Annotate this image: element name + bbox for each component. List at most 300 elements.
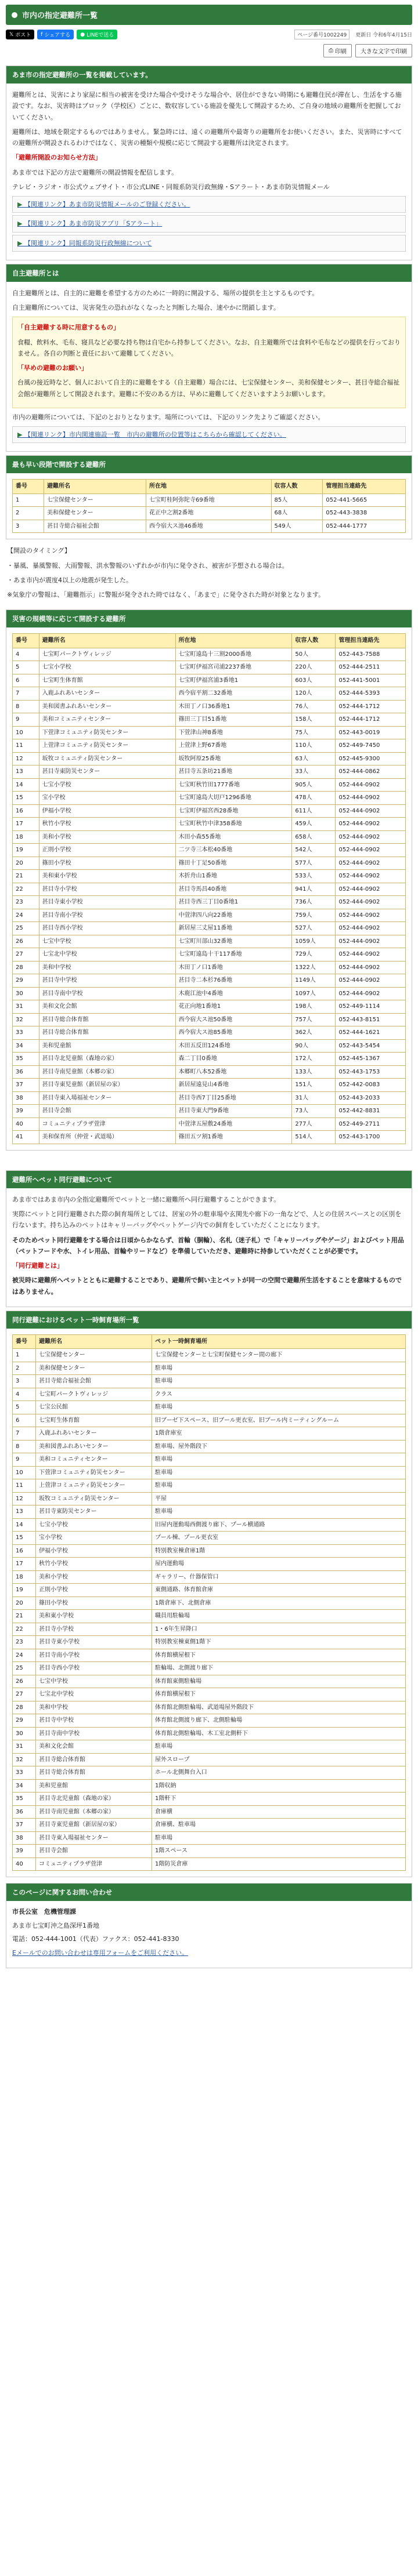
table-cell: 8 <box>13 700 39 713</box>
table-cell: 甚目寺南小学校 <box>36 1649 152 1662</box>
table-cell: 1097人 <box>292 987 336 1000</box>
table-cell: 052-444-0902 <box>336 830 406 844</box>
table-cell: 10 <box>13 726 39 739</box>
table-cell: 甚目寺北児童館（森地の家） <box>39 1053 175 1066</box>
table-cell: 新居屋三丈屋11番地 <box>175 922 292 935</box>
table-row <box>13 857 406 870</box>
table-cell: 七宝保健センターと七宝町保健センター間の廊下 <box>152 1349 406 1362</box>
table-cell: 秋竹小学校 <box>39 818 175 831</box>
table-row <box>13 1584 406 1597</box>
table-cell: 篠田五ツ割1番地 <box>175 1131 292 1144</box>
table-cell: 527人 <box>292 922 336 935</box>
table-row <box>13 1440 406 1453</box>
table-cell: 8 <box>13 1440 36 1453</box>
table-cell: 体育館北側渡り廊下、北側駐輪場 <box>152 1714 406 1728</box>
table-cell: 特別教室棟倉庫1階 <box>152 1544 406 1558</box>
table-row <box>13 1766 406 1780</box>
table-row <box>13 1091 406 1105</box>
table-cell: 木折舟山1番地 <box>175 870 292 883</box>
table-cell: 甚目寺総合体育館 <box>36 1766 152 1780</box>
table-cell: 屋外スロープ <box>152 1753 406 1766</box>
table-cell: 七宝保健センター <box>36 1349 152 1362</box>
table-cell: 甚目寺東小学校 <box>39 896 175 909</box>
table-cell: 4 <box>13 1388 36 1401</box>
table-row <box>13 883 406 896</box>
table-row <box>13 648 406 661</box>
table-cell: 052-444-1621 <box>336 1026 406 1040</box>
table-cell: 052-444-0902 <box>336 804 406 818</box>
column-header: 収容人数 <box>292 634 336 648</box>
table-cell: 屋内運動場 <box>152 1558 406 1571</box>
table-cell: 052-443-1700 <box>336 1131 406 1144</box>
table-cell: 459人 <box>292 818 336 831</box>
table-cell: 甚目寺馬昌40番地 <box>175 883 292 896</box>
column-header: 管理担当連絡先 <box>336 634 406 648</box>
table-cell: 七宝中学校 <box>36 1675 152 1688</box>
table-cell: 1・6年生昇降口 <box>152 1623 406 1636</box>
table-cell: 76人 <box>292 700 336 713</box>
table-cell: 体育館北側駐輪場、木工室北側軒下 <box>152 1727 406 1740</box>
table-cell: 旧ブーゼ下スペース、旧ブール更衣室、旧ブール内ミーティングルーム <box>152 1414 406 1427</box>
table-cell: 24 <box>13 1649 36 1662</box>
column-header: 所在地 <box>175 634 292 648</box>
table-cell: 七宝町遠島十三割2000番地 <box>175 648 292 661</box>
table-cell: 29 <box>13 974 39 988</box>
table-cell: 2 <box>13 1362 36 1375</box>
table-row <box>13 1714 406 1728</box>
contact-department: 市長公室 危機管理課 <box>12 1908 76 1916</box>
table-cell: プール棟、プール更衣室 <box>152 1532 406 1545</box>
table-cell: 七宝町生体育館 <box>39 674 175 687</box>
table-cell: 花正向地1番地1 <box>175 1000 292 1014</box>
table-row <box>13 1105 406 1118</box>
voluntary-shelter-section <box>6 264 412 452</box>
table-cell: 19 <box>13 1584 36 1597</box>
table-cell: 34 <box>13 1039 39 1053</box>
timing-item: ・暴風、暴風警報、大雨警報、洪水警報のいずれかが市内に発令され、被害が予想される場合は。 <box>7 561 289 569</box>
table-cell: 篠田三丁目51番地 <box>175 713 292 727</box>
table-cell: 美和保健センター <box>36 1362 152 1375</box>
table-cell: 40 <box>13 1118 39 1131</box>
table-cell: 30 <box>13 1727 36 1740</box>
table-cell: 甚目寺五条坊21番地 <box>175 765 292 779</box>
table-cell: 甚目寺二本杉76番地 <box>175 974 292 988</box>
table-cell: 1階軒下 <box>152 1793 406 1806</box>
table-cell: 伊福小学校 <box>39 804 175 818</box>
table-row <box>13 870 406 883</box>
table-cell: 中萱津四八向22番地 <box>175 909 292 922</box>
table-row <box>13 1636 406 1649</box>
table-cell: 上萱津上野67番地 <box>175 739 292 753</box>
table-cell: 478人 <box>292 792 336 805</box>
table-cell: 駐車場 <box>152 1505 406 1519</box>
table-cell: 宝小学校 <box>36 1532 152 1545</box>
line-icon: ● <box>80 31 85 38</box>
table-cell: 27 <box>13 1688 36 1701</box>
table-row <box>13 1427 406 1441</box>
table-cell: 2 <box>13 507 44 520</box>
table-cell: 木田五反田124番地 <box>175 1039 292 1053</box>
table-cell: 31 <box>13 1740 36 1754</box>
table-cell: 19 <box>13 844 39 857</box>
table-cell: 27 <box>13 948 39 962</box>
table-cell: 中萱津五屋敷24番地 <box>175 1118 292 1131</box>
table-cell: 23 <box>13 896 39 909</box>
table-cell: 甚目寺中学校 <box>36 1714 152 1728</box>
table-cell: 7 <box>13 687 39 701</box>
table-row <box>13 1649 406 1662</box>
table-cell: 木田丁ノ口1番地 <box>175 961 292 974</box>
s-alert-app-link[interactable]: ▶ 【関連リンク】あま市防災アプリ「Sアラート」 <box>12 215 406 232</box>
early-evacuation-text: 台風の接近時など、個人において自主的に避難をする（自主避難）場合には、七宝保健センター、美和保健センター、甚目寺総合福祉会館が避難所として開設されます。避難に不安のある方は、早めに避難してくださいますようお願いします。 <box>17 379 400 398</box>
table-cell: 東側通路、体育館倉庫 <box>152 1584 406 1597</box>
table-cell: 美和小学校 <box>36 1570 152 1584</box>
table-cell: 美和保健センター <box>44 507 146 520</box>
table-cell: 1322人 <box>292 961 336 974</box>
table-cell: 052-444-0902 <box>336 844 406 857</box>
table-cell: 森二丁目0番地 <box>175 1053 292 1066</box>
table-cell: 甚目寺東防災センター <box>36 1505 152 1519</box>
table-row <box>13 1831 406 1845</box>
table-cell: 篠田小学校 <box>36 1597 152 1610</box>
table-cell: 入鹿ふれあいセンター <box>36 1427 152 1441</box>
table-cell: 11 <box>13 1479 36 1493</box>
table-cell: 16 <box>13 1544 36 1558</box>
table-cell: 美和図書ふれあいセンター <box>39 700 175 713</box>
table-cell: 特別教室棟東側1階下 <box>152 1636 406 1649</box>
table-cell: 17 <box>13 818 39 831</box>
table-cell: 花正中之割2番地 <box>146 507 271 520</box>
early-shelter-section <box>6 455 412 539</box>
table-cell: 052-444-0902 <box>336 961 406 974</box>
table-cell: 133人 <box>292 1065 336 1079</box>
table-row <box>13 1414 406 1427</box>
table-cell: 七宝町伊福宮司浦2237番地 <box>175 661 292 674</box>
table-cell: 1階スペース <box>152 1845 406 1858</box>
table-row <box>13 520 406 533</box>
table-cell: 052-444-0862 <box>336 765 406 779</box>
table-cell: 正則小学校 <box>39 844 175 857</box>
table-row <box>13 1558 406 1571</box>
table-cell: 3 <box>13 1375 36 1388</box>
table-cell: 七宝町パークトヴィレッジ <box>36 1388 152 1401</box>
table-row <box>13 961 406 974</box>
table-row <box>13 1453 406 1467</box>
table-cell: 9 <box>13 1453 36 1467</box>
table-row <box>13 844 406 857</box>
table-cell: 11 <box>13 739 39 753</box>
table-cell: 052-445-1367 <box>336 1053 406 1066</box>
table-cell: 甚目寺西三丁目0番地1 <box>175 896 292 909</box>
table-cell: 甚目寺総合体育館 <box>39 1026 175 1040</box>
table-cell: 駐輪場、北側渡り廊下 <box>152 1662 406 1675</box>
table-row <box>13 1688 406 1701</box>
table-cell: 052-449-1114 <box>336 1000 406 1014</box>
table-cell: 052-443-1753 <box>336 1065 406 1079</box>
table-cell: 5 <box>13 1401 36 1414</box>
table-row <box>13 726 406 739</box>
table-cell: 37 <box>13 1819 36 1832</box>
facebook-share-button[interactable]: f シェアする <box>37 30 74 39</box>
accompanied-heading: 「同行避難とは」 <box>12 1262 63 1269</box>
table-cell: ホール北側舞台入口 <box>152 1766 406 1780</box>
table-row <box>13 792 406 805</box>
large-print-button[interactable]: 大きな文字で印刷 <box>355 44 412 57</box>
table-cell: 41 <box>13 1131 39 1144</box>
shelter-paragraph: 自主避難所とは、自主的に避難を希望する方のために一時的に開設する、場所の提供を主とするものです。 <box>12 289 319 297</box>
table-cell: 駐車場 <box>152 1401 406 1414</box>
mail-registration-link[interactable]: ▶ 【関連リンク】あま市防災情報メールのご登録ください。 <box>12 196 406 213</box>
table-row <box>13 778 406 792</box>
table-row <box>13 1610 406 1623</box>
table-cell: 美和文化会館 <box>39 1000 175 1014</box>
column-header: 避難所名 <box>39 634 175 648</box>
table-cell: 052-444-0902 <box>336 792 406 805</box>
table-cell: 37 <box>13 1079 39 1092</box>
table-cell: 052-443-8151 <box>336 1013 406 1026</box>
table-cell: 729人 <box>292 948 336 962</box>
table-cell: 24 <box>13 909 39 922</box>
table-cell: 甚目寺南児童館（本郷の家） <box>36 1805 152 1819</box>
table-row <box>13 739 406 753</box>
table-cell: 七宝町川部山32番地 <box>175 935 292 948</box>
table-cell: 西今宿大ス池85番地 <box>175 1026 292 1040</box>
table-cell: 120人 <box>292 687 336 701</box>
table-cell: 3 <box>13 520 44 533</box>
table-cell: 1階防災倉庫 <box>152 1857 406 1871</box>
table-cell: 七宝小学校 <box>39 778 175 792</box>
table-cell: 木田小森55番地 <box>175 830 292 844</box>
notice-channels: テレビ・ラジオ・市公式ウェブサイト・市公式LINE・同報系防災行政無線・Sアラート・あま市防災情報メール <box>12 183 330 191</box>
table-cell: 33 <box>13 1766 36 1780</box>
table-cell: 052-444-0902 <box>336 948 406 962</box>
contact-form-link[interactable]: Eメールでのお問い合わせは専用フォームをご利用ください。 <box>12 1949 189 1957</box>
table-row <box>13 1349 406 1362</box>
column-header: 所在地 <box>146 480 271 494</box>
table-cell: 上萱津コミュニティ防災センター <box>36 1479 152 1493</box>
intro-paragraph: 避難所とは、災害により家屋に相当の被害を受けた場合や受けそうな場合や、居住ができない時期にも避難住民が滞在し、生活をする施設です。なお、災害時はブロック（学校区）ごとに、数収容している施設を優先して開設するため、ご自身の地域の避難所を把握しておいてください。 <box>12 91 402 121</box>
preparation-note <box>12 317 406 408</box>
table-cell: 052-444-0902 <box>336 857 406 870</box>
table-row <box>13 765 406 779</box>
table-row <box>13 1623 406 1636</box>
facility-list-link[interactable]: ▶ 【関連リンク】市内関連施設一覧 市内の避難所の位置等はこちらから確認してください。 <box>12 426 406 443</box>
radio-system-link[interactable]: ▶ 【関連リンク】同報系防災行政無線について <box>12 235 406 252</box>
table-row <box>13 1375 406 1388</box>
table-cell: 38 <box>13 1091 39 1105</box>
table-cell: 駐車場 <box>152 1375 406 1388</box>
table-cell: 577人 <box>292 857 336 870</box>
opening-timing-section <box>6 543 412 606</box>
table-row <box>13 1466 406 1479</box>
shelter-paragraph: 自主避難所については、災害発生の恐れがなくなったと判断した場合、速やかに閉鎖します。 <box>12 304 280 311</box>
table-cell: 052-443-2033 <box>336 1091 406 1105</box>
table-cell: 美和図書ふれあいセンター <box>36 1440 152 1453</box>
table-cell: 31 <box>13 1000 39 1014</box>
table-cell: 甚目寺会館 <box>39 1105 175 1118</box>
print-toolbar <box>0 42 418 62</box>
table-row <box>13 1505 406 1519</box>
table-cell: 052-444-0902 <box>336 883 406 896</box>
table-cell: 198人 <box>292 1000 336 1014</box>
print-button[interactable]: ⎙ 印刷 <box>323 44 352 57</box>
table-cell: 倉庫横、駐車場 <box>152 1819 406 1832</box>
table-cell: 1 <box>13 1349 36 1362</box>
table-cell: 1階収納 <box>152 1779 406 1793</box>
table-cell: 甚目寺北児童館（森地の家） <box>36 1793 152 1806</box>
table-row <box>13 909 406 922</box>
printer-icon: ⎙ <box>329 48 333 54</box>
table-cell: 七宝小学校 <box>39 661 175 674</box>
table-cell: 12 <box>13 752 39 765</box>
table-cell: 七宝町秋竹田1777番地 <box>175 778 292 792</box>
table-cell: 63人 <box>292 752 336 765</box>
table-cell: 甚目寺中学校 <box>39 974 175 988</box>
table-cell: 052-449-7450 <box>336 739 406 753</box>
table-cell: 052-441-5001 <box>336 674 406 687</box>
table-cell: 1 <box>13 494 44 507</box>
table-cell: 34 <box>13 1779 36 1793</box>
table-cell: 4 <box>13 648 39 661</box>
column-header: 避難所名 <box>44 480 146 494</box>
table-cell: 甚目寺西小学校 <box>39 922 175 935</box>
table-cell: 603人 <box>292 674 336 687</box>
table-cell: 21 <box>13 1610 36 1623</box>
column-header: ペット一時飼育場所 <box>152 1334 406 1349</box>
table-cell: 052-444-0902 <box>336 818 406 831</box>
table-cell: 駐車場、屋外階段下 <box>152 1440 406 1453</box>
table-cell: 611人 <box>292 804 336 818</box>
table-cell: 伊福小学校 <box>36 1544 152 1558</box>
table-cell: 052-444-0902 <box>336 909 406 922</box>
table-row <box>13 700 406 713</box>
table-cell: 052-442-0083 <box>336 1079 406 1092</box>
table-cell: 甚目寺総合福祉会館 <box>44 520 146 533</box>
table-row <box>13 1065 406 1079</box>
table-row <box>13 1492 406 1505</box>
table-cell: 美和小学校 <box>39 830 175 844</box>
shelter-note: 市内の避難所については、下記のとおりとなります。場所については、下記のリンク先よりご確認ください。 <box>12 413 325 421</box>
table-row <box>13 1039 406 1053</box>
table-cell: 七宝北中学校 <box>36 1688 152 1701</box>
column-header: 番号 <box>13 634 39 648</box>
table-cell: 25 <box>13 922 39 935</box>
table-cell: 坂牧コミュニティ防災センター <box>36 1492 152 1505</box>
x-icon: 𝕏 <box>9 31 14 38</box>
table-cell: 5 <box>13 661 39 674</box>
table-row <box>13 1388 406 1401</box>
table-cell: 514人 <box>292 1131 336 1144</box>
x-post-button[interactable]: 𝕏 ポスト <box>6 30 34 39</box>
table-cell: 35 <box>13 1053 39 1066</box>
table-cell: 駐車場 <box>152 1831 406 1845</box>
table-cell: 職員用駐輪場 <box>152 1610 406 1623</box>
table-cell: 1149人 <box>292 974 336 988</box>
table-cell: 二ツ寺三本松40番地 <box>175 844 292 857</box>
table-cell: 29 <box>13 1714 36 1728</box>
table-cell: 本郷町八本52番地 <box>175 1065 292 1079</box>
table-row <box>13 1362 406 1375</box>
table-cell: 七宝町パークトヴィレッジ <box>39 648 175 661</box>
table-cell: 七宝町桂阿弥陀寺69番地 <box>146 494 271 507</box>
table-cell: 26 <box>13 1675 36 1688</box>
table-cell: 220人 <box>292 661 336 674</box>
scale-shelter-table <box>12 633 406 1144</box>
table-cell: 90人 <box>292 1039 336 1053</box>
table-cell: 052-443-0019 <box>336 726 406 739</box>
table-cell: 美和児童館 <box>36 1779 152 1793</box>
notice-text: あま市では下記の方法で避難所の開設情報を配信します。 <box>12 168 178 176</box>
intro-paragraph: 避難所は、地域を限定するものではありません。緊急時には、遠くの避難所や最寄りの避難所をお使いください。また、災害時にすべての避難所が開設されるわけではなく、災害の種類や規模に応じて開設する避難所は決定されます。 <box>12 128 402 147</box>
table-cell: クラス <box>152 1388 406 1401</box>
table-row <box>13 987 406 1000</box>
table-cell: 甚目寺東児童館（新居屋の家） <box>39 1079 175 1092</box>
preparation-heading: 「自主避難する時に用意するもの」 <box>17 324 120 332</box>
table-cell: 西今宿平割二32番地 <box>175 687 292 701</box>
table-cell: 1059人 <box>292 935 336 948</box>
table-cell: 9 <box>13 713 39 727</box>
table-cell: 757人 <box>292 1013 336 1026</box>
table-cell: 甚目寺東入場福祉センター <box>36 1831 152 1845</box>
line-share-button[interactable]: ● LINEで送る <box>77 30 117 39</box>
table-cell: 坂牧コミュニティ防災センター <box>39 752 175 765</box>
table-row <box>13 1026 406 1040</box>
table-cell: 39 <box>13 1845 36 1858</box>
table-cell: 甚目寺総合福祉会館 <box>36 1375 152 1388</box>
table-row <box>13 1740 406 1754</box>
table-row <box>13 1779 406 1793</box>
table-row <box>13 1079 406 1092</box>
table-row <box>13 948 406 962</box>
table-cell: 西今宿大ス池46番地 <box>146 520 271 533</box>
voluntary-shelter-heading: 自主避難所とは <box>6 264 412 282</box>
table-cell: 15 <box>13 1532 36 1545</box>
table-cell: 美和保育所（仲萱・武道場） <box>39 1131 175 1144</box>
table-cell: 坂牧阿原25番地 <box>175 752 292 765</box>
pet-paragraph: そのためペット同行避難をする場合は日頃からかならず、首輪（胴輪）、名札（迷子札）で「キャリーバッグやゲージ」およびペット用品（ペットフードや水、トイレ用品、首輪やリードなど）を準備していただき、避難時に持参していただくことが必要です。 <box>12 1236 404 1255</box>
table-cell: 85人 <box>271 494 323 507</box>
table-row <box>13 494 406 507</box>
table-cell: 甚目寺西小学校 <box>36 1662 152 1675</box>
table-row <box>13 1753 406 1766</box>
table-row <box>13 922 406 935</box>
table-cell: 052-444-0902 <box>336 935 406 948</box>
table-cell: 26 <box>13 935 39 948</box>
table-row <box>13 1000 406 1014</box>
table-row <box>13 935 406 948</box>
table-row <box>13 1805 406 1819</box>
table-cell: 駐車場 <box>152 1466 406 1479</box>
table-row <box>13 818 406 831</box>
table-cell: 151人 <box>292 1079 336 1092</box>
table-row <box>13 1131 406 1144</box>
table-cell: 美和中学校 <box>39 961 175 974</box>
table-cell: 23 <box>13 1636 36 1649</box>
table-cell: 158人 <box>292 713 336 727</box>
page-id: ページ番号1002249 <box>294 30 349 39</box>
column-header: 番号 <box>13 1334 36 1349</box>
timing-item: ※気象庁の警報は、「避難指示」に警報が発令された時ではなく、「あまで」に発令された時が対象となります。 <box>7 591 325 598</box>
notice-heading: 「避難所開設のお知らせ方法」 <box>12 154 102 162</box>
table-cell: 木鹿江池中4番地 <box>175 987 292 1000</box>
pet-heading: 避難所へペット同行避難について <box>6 1171 412 1188</box>
pet-section <box>6 1170 412 1307</box>
table-cell: 25 <box>13 1662 36 1675</box>
page-title-bar <box>6 5 412 25</box>
table-cell: 277人 <box>292 1118 336 1131</box>
table-cell: 052-444-2511 <box>336 661 406 674</box>
table-cell: 052-444-1712 <box>336 713 406 727</box>
